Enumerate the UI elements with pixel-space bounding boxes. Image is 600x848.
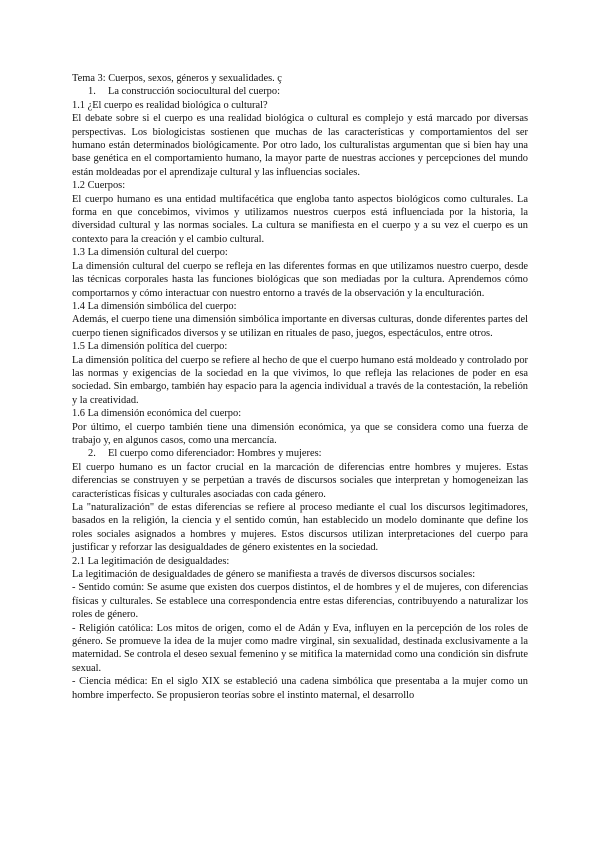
subsection-1-5-heading: 1.5 La dimensión política del cuerpo:	[72, 341, 228, 353]
section-2-title: El cuerpo como diferenciador: Hombres y mujeres:	[108, 448, 322, 460]
section-2-heading	[72, 447, 528, 460]
subsection-1-6-heading: 1.6 La dimensión económica del cuerpo:	[72, 408, 242, 420]
subsection-1-1-text: El debate sobre si el cuerpo es una realidad biológica o cultural es complejo y está marcado por diversas perspectivas. Los biologicistas sostienen que muchas de las características y comportamientos del ser humano están determinados biológicamente. Por otro lado, los culturalistas argumentan que si bien hay una base genética en el comportamiento humano, la mayor parte de nuestras acciones y percepciones del mundo están moldeadas por el aprendizaje cultural y las influencias sociales.	[72, 113, 528, 178]
section-1-number: 1.	[88, 86, 96, 98]
subsection-1-2-text: El cuerpo humano es una entidad multifacética que engloba tanto aspectos biológicos como culturales. La forma en que concebimos, vivimos y utilizamos nuestros cuerpos está influenciada por la historia, la diversidad cultural y las normas sociales. La cultura se manifiesta en el cuerpo y a su vez el cuerpo es un contexto para la creación y el cambio cultural.	[72, 193, 528, 245]
subsection-1-6-text: Por último, el cuerpo también tiene una dimensión económica, ya que se considera como una fuerza de trabajo y, en algunos casos, como una mercancía.	[72, 421, 528, 446]
subsection-2-1-item-ciencia: - Ciencia médica: En el siglo XIX se estableció una cadena simbólica que presentaba a la mujer como un hombre imperfecto. Se propusieron teorías sobre el instinto maternal, el desarrollo	[72, 676, 528, 701]
subsection-1-4-text: Además, el cuerpo tiene una dimensión simbólica importante en diversas culturas, donde diferentes partes del cuerpo tienen significados diversos y se utilizan en rituales de paso, juegos, espectáculos, entre otros.	[72, 314, 528, 339]
section-1-heading	[72, 85, 528, 98]
subsection-1-2-heading: 1.2 Cuerpos:	[72, 180, 126, 192]
document-page	[72, 72, 528, 702]
subsection-1-4-heading: 1.4 La dimensión simbólica del cuerpo:	[72, 300, 237, 312]
subsection-2-1-item-religion: - Religión católica: Los mitos de origen, como el de Adán y Eva, influyen en la percepción de los roles de género. Se promueve la idea de la mujer como madre virginal, sin sexualidad, destinada exclusivamente a la maternidad. Se controla el deseo sexual femenino y se mitifica la maternidad como una condición sin disfrute sexual.	[72, 622, 528, 674]
section-2-text-1: El cuerpo humano es un factor crucial en la marcación de diferencias entre hombres y mujeres. Estas diferencias se construyen y se perpetúan a través de discursos sociales que interpretan y homogeneizan las características físicas y culturales asociadas con cada género.	[72, 461, 528, 500]
subsection-2-1-intro: La legitimación de desigualdades de género se manifiesta a través de diversos discursos sociales:	[72, 569, 476, 581]
section-2-text-2: La "naturalización" de estas diferencias se refiere al proceso mediante el cual los discursos legitimadores, basados en la religión, la ciencia y el sentido común, han establecido un modelo dominante que define los roles sociales asignados a hombres y mujeres. Estos discursos utilizan interpretaciones del cuerpo para justificar y reforzar las desigualdades de género existentes en la sociedad.	[72, 502, 528, 554]
section-2-number: 2.	[88, 448, 96, 460]
subsection-2-1-item-sentido-comun: - Sentido común: Se asume que existen dos cuerpos distintos, el de hombres y el de mujeres, con diferencias físicas y culturales. Se establece una correspondencia entre estas diferencias, contribuyendo a naturalizar los roles de género.	[72, 582, 528, 621]
section-1-title: La construcción sociocultural del cuerpo:	[108, 86, 280, 98]
subsection-1-3-heading: 1.3 La dimensión cultural del cuerpo:	[72, 247, 228, 259]
subsection-1-1-heading: 1.1 ¿El cuerpo es realidad biológica o cultural?	[72, 99, 268, 111]
document-title: Tema 3: Cuerpos, sexos, géneros y sexualidades. ç	[72, 73, 282, 84]
subsection-2-1-heading: 2.1 La legitimación de desigualdades:	[72, 555, 230, 567]
subsection-1-5-text: La dimensión política del cuerpo se refiere al hecho de que el cuerpo humano está moldeado y controlado por las normas y exigencias de la sociedad en la que vivimos, lo que refleja las relaciones de poder en esa sociedad. Sin embargo, también hay espacio para la agencia individual a través de la contestación, la rebelión y la creatividad.	[72, 354, 528, 406]
subsection-1-3-text: La dimensión cultural del cuerpo se refleja en las diferentes formas en que utilizamos nuestro cuerpo, desde las técnicas corporales hasta las funciones biológicas que son mediadas por la cultura. Aprendemos cómo comportarnos y cómo interactuar con nuestro entorno a través de la observación y la enculturación.	[72, 260, 528, 299]
